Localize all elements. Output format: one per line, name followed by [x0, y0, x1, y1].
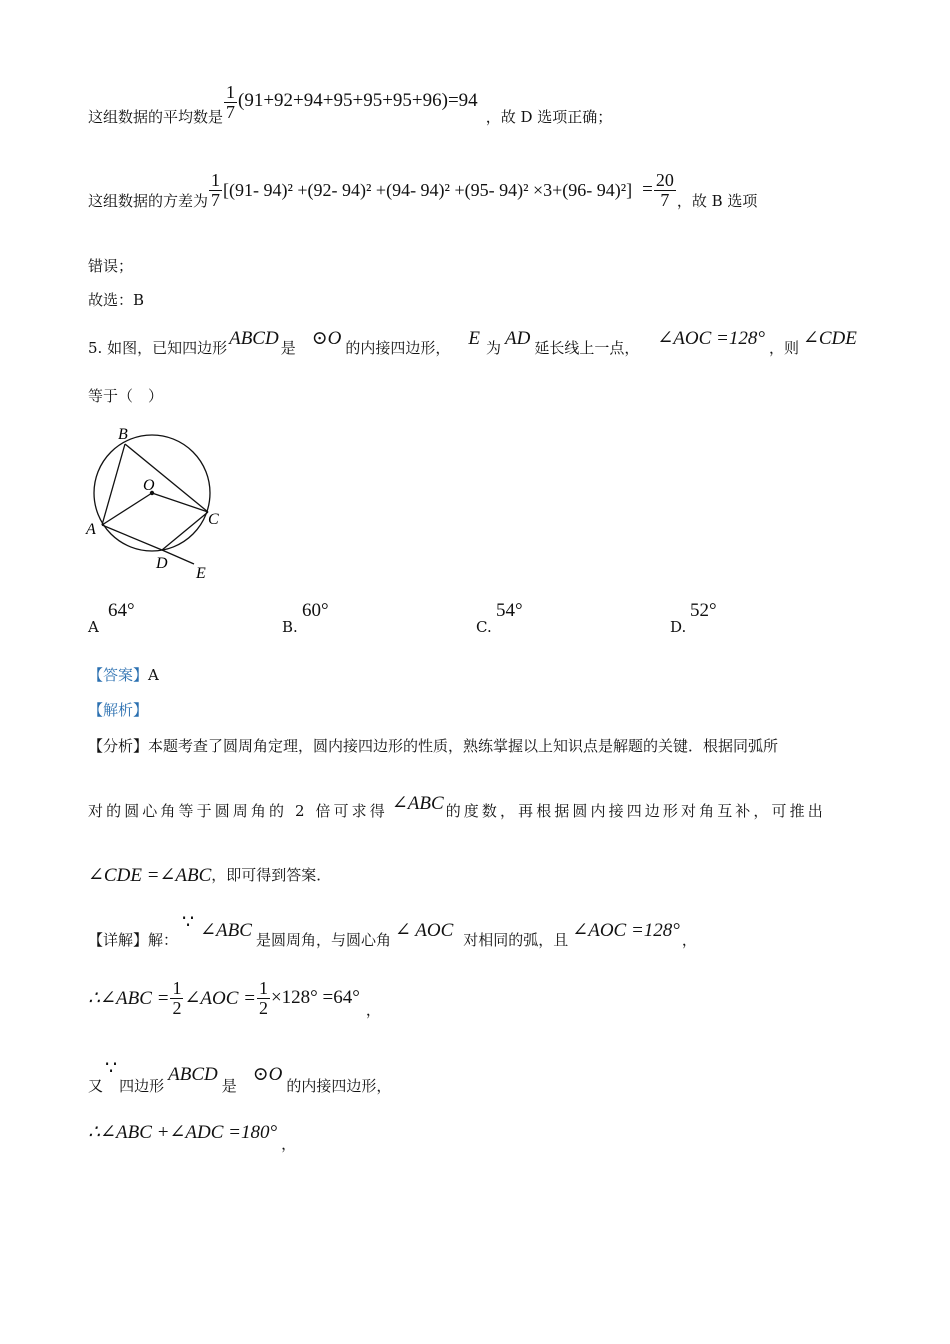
segment-da	[102, 525, 162, 550]
detail-line-4: ∴∠ABC +∠ADC =180° ，	[88, 1122, 297, 1153]
analysis-tag: 【解析】	[88, 701, 149, 719]
fenxi-line-2: 对的圆心角等于圆周角的 2 倍可求得 ∠ABC 的度数，再根据圆内接四边形对角互补，可推出	[88, 793, 826, 820]
answer-tag: 【答案】	[88, 666, 149, 684]
label-e: E	[196, 565, 206, 582]
detail-line-2: ∴∠ABC = $\frac{1}{2}$ ∠AOC = $\frac{1}{2}$ ×128° =64° ，	[88, 977, 381, 1019]
detail-line-3: 又 ∵ 四边形 ABCD 是 ⊙O 的内接四边形，	[88, 1058, 392, 1095]
detail-line-1: 【详解】 解： ∵ ∠ABC 是圆周角，与圆心角 ∠ AOC 对相同的弧，且 ∠AOC =128° ，	[88, 912, 697, 949]
fenxi-line-1: 【分析】本题考查了圆周角定理，圆内接四边形的性质，熟练掌握以上知识点是解题的关键．根据同弧所	[88, 737, 779, 755]
label-d: D	[156, 555, 168, 572]
label-o: O	[143, 477, 155, 494]
answer-line	[88, 664, 159, 685]
mean-suffix: ，故 D 选项正确；	[485, 107, 613, 126]
line-choice: 故选：B	[88, 291, 145, 309]
segment-cd	[162, 512, 208, 550]
mean-line	[88, 81, 613, 134]
variance-suffix: ，故 B 选项	[676, 191, 758, 210]
label-b: B	[118, 426, 128, 443]
answer-value: A	[148, 666, 159, 684]
variance-equals: =	[642, 179, 653, 200]
variance-prefix: 这组数据的方差为	[88, 191, 209, 210]
line-error: 错误；	[88, 257, 134, 275]
mean-fraction: $\frac{1}{7}$	[226, 81, 236, 122]
variance-result: $\frac{20}{7}$	[655, 169, 674, 210]
question-5: 5. 如图，已知四边形 ABCD 是 ⊙O 的内接四边形， E 为 AD 延长线上一点， ∠AOC =128° ，则 ∠CDE	[88, 328, 857, 357]
fenxi-line-3: ∠CDE =∠ABC ，即可得到答案．	[88, 865, 332, 886]
variance-line	[88, 162, 757, 218]
mean-prefix: 这组数据的平均数是	[88, 107, 224, 126]
question-5-tail: 等于（ ）	[88, 387, 164, 405]
geometry-figure	[80, 420, 240, 590]
mean-expression: (91+92+94+95+95+95+96)=94	[238, 90, 478, 111]
label-a: A	[86, 521, 96, 538]
label-c: C	[208, 511, 219, 528]
variance-fraction: $\frac{1}{7}$	[211, 169, 221, 210]
variance-expression: [(91- 94)² +(92- 94)² +(94- 94)² +(95- 94)² ×3+(96- 94)²]	[223, 179, 633, 200]
segment-oc	[152, 493, 208, 512]
